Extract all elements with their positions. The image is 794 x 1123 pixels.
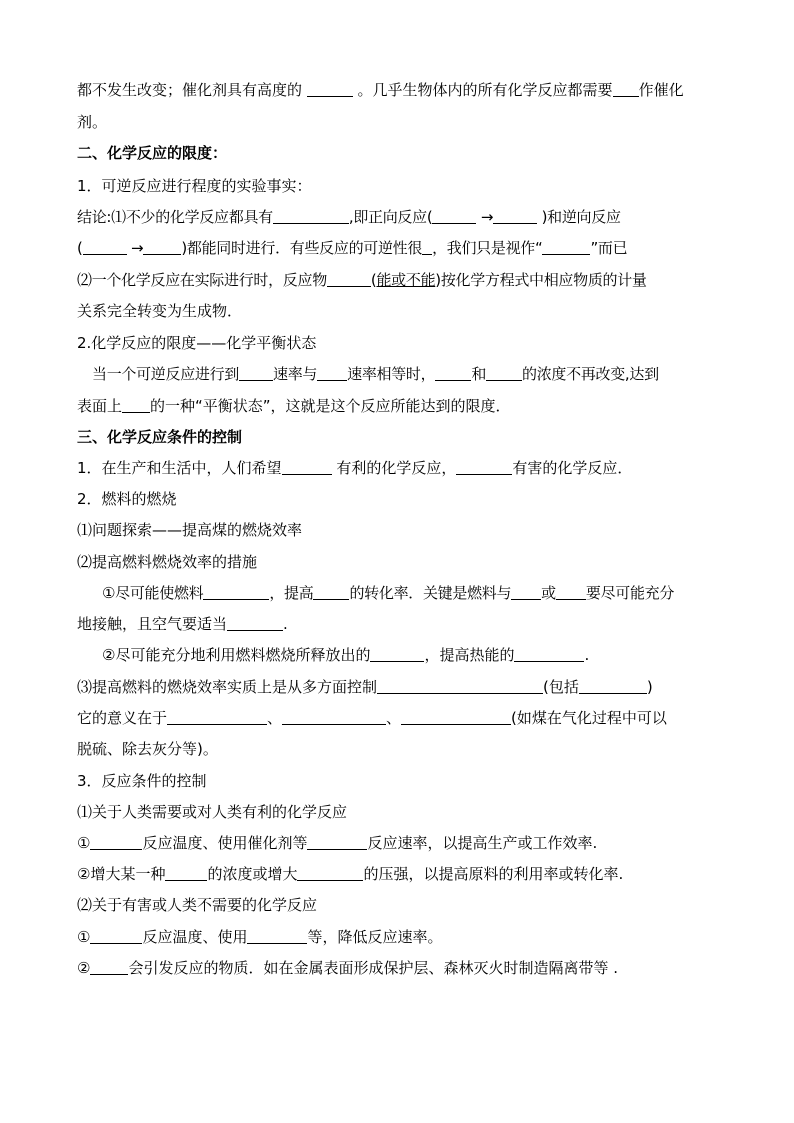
option-text: 能或不能 <box>376 271 436 289</box>
text-line: ②增大某一种 的浓度或增大 的压强，以提高原料的利用率或转化率. <box>77 865 624 883</box>
text-line: ⑴关于人类需要或对人类有利的化学反应 <box>77 803 348 821</box>
fill-blank[interactable] <box>90 928 142 944</box>
fill-blank[interactable] <box>273 208 349 224</box>
section-heading: 三、化学反应条件的控制 <box>77 428 243 446</box>
fill-blank[interactable] <box>456 459 512 475</box>
fill-blank[interactable] <box>432 208 476 224</box>
text-line: ② 会引发反应的物质．如在金属表面形成保护层、森林灭火时制造隔离带等 . <box>77 959 618 977</box>
fill-blank[interactable] <box>435 365 471 381</box>
fill-blank[interactable] <box>511 584 541 600</box>
text-line: 结论:⑴不少的化学反应都具有 ,即正向反应( → )和逆向反应 <box>77 208 621 226</box>
text-line: 当一个可逆反应进行到 速率与 速率相等时， 和 的浓度不再改变,达到 <box>92 365 659 383</box>
text-line: ②尽可能充分地利用燃料燃烧所释放出的 ，提高热能的 . <box>102 646 590 664</box>
fill-blank[interactable] <box>297 865 363 881</box>
fill-blank[interactable] <box>282 709 386 725</box>
fill-blank[interactable] <box>247 928 307 944</box>
section-heading: 二、化学反应的限度： <box>77 144 228 162</box>
fill-blank[interactable] <box>486 365 522 381</box>
text-line: 1．在生产和生活中，人们希望 有利的化学反应， 有害的化学反应． <box>77 459 633 477</box>
fill-blank[interactable] <box>317 365 347 381</box>
fill-blank[interactable] <box>203 584 269 600</box>
text-line: ① 反应温度、使用催化剂等 反应速率，以提高生产或工作效率. <box>77 834 598 852</box>
fill-blank[interactable] <box>83 239 127 255</box>
fill-blank[interactable] <box>239 365 273 381</box>
fill-blank[interactable] <box>613 81 639 97</box>
fill-blank[interactable] <box>90 959 128 975</box>
text-line: 表面上 的一种“平衡状态”，这就是这个反应所能达到的限度． <box>77 397 511 415</box>
text-line: ⑴问题探索——提高煤的燃烧效率 <box>77 521 303 539</box>
text-line: 脱硫、除去灰分等)。 <box>77 740 218 758</box>
fill-blank[interactable] <box>143 239 181 255</box>
fill-blank[interactable] <box>542 239 590 255</box>
fill-blank[interactable] <box>556 584 586 600</box>
fill-blank[interactable] <box>282 459 332 475</box>
text-line: ( → )都能同时进行．有些反应的可逆性很 ，我们只是视作“ ”而已 <box>77 239 628 257</box>
fill-blank[interactable] <box>514 646 584 662</box>
fill-blank[interactable] <box>122 397 150 413</box>
text-line: 2．燃料的燃烧 <box>77 490 177 508</box>
text-line: ⑵关于有害或人类不需要的化学反应 <box>77 896 318 914</box>
fill-blank[interactable] <box>370 646 424 662</box>
text-line: 关系完全转变为生成物． <box>77 302 243 320</box>
fill-blank[interactable] <box>327 271 371 287</box>
text-line: ⑶提高燃料的燃烧效率实质上是从多方面控制 (包括 ) <box>77 678 653 696</box>
text-line: 3．反应条件的控制 <box>77 772 207 790</box>
fill-blank[interactable] <box>579 678 647 694</box>
fill-blank[interactable] <box>307 834 367 850</box>
fill-blank[interactable] <box>493 208 537 224</box>
fill-blank[interactable] <box>401 709 511 725</box>
fill-blank[interactable] <box>90 834 142 850</box>
text-line: ⑵一个化学反应在实际进行时，反应物 (能或不能)按化学方程式中相应物质的计量 <box>77 271 647 289</box>
text-line: 它的意义在于 、 、 (如煤在气化过程中可以 <box>77 709 667 727</box>
text-line: ①尽可能使燃料 ，提高 的转化率．关键是燃料与 或 要尽可能充分 <box>102 584 675 602</box>
text-line: ⑵提高燃料燃烧效率的措施 <box>77 553 258 571</box>
fill-blank[interactable] <box>167 709 267 725</box>
fill-blank[interactable] <box>165 865 207 881</box>
text-line: 1．可逆反应进行程度的实验事实： <box>77 177 312 195</box>
text-line: 地接触，且空气要适当 . <box>77 615 288 633</box>
text-line: ① 反应温度、使用 等，降低反应速率。 <box>77 928 443 946</box>
fill-blank[interactable] <box>313 584 349 600</box>
fill-blank[interactable] <box>227 615 283 631</box>
fill-blank[interactable] <box>377 678 543 694</box>
text-line: 都不发生改变；催化剂具有高度的 。几乎生物体内的所有化学反应都需要 作催化 <box>77 81 684 99</box>
fill-blank[interactable] <box>422 239 432 255</box>
text-line: 2.化学反应的限度——化学平衡状态 <box>77 334 317 352</box>
text-line: 剂。 <box>77 113 108 131</box>
fill-blank[interactable] <box>307 81 353 97</box>
